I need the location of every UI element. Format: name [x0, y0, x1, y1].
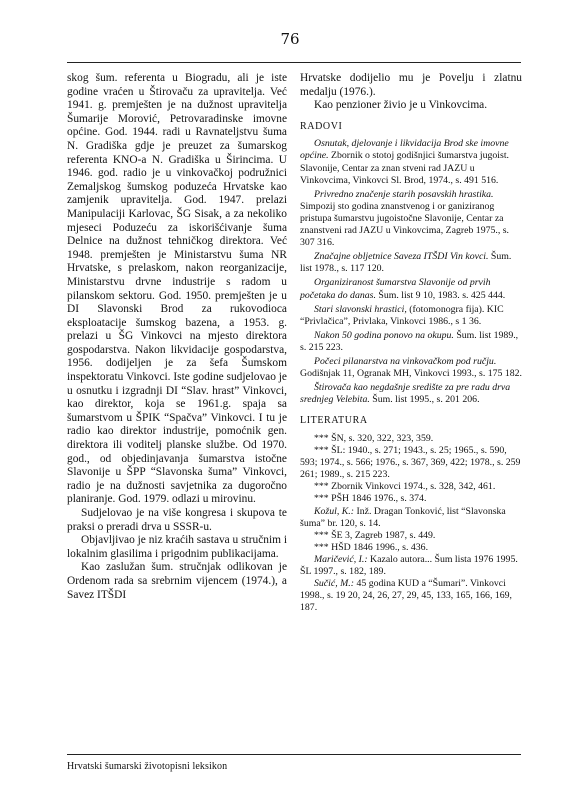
left-paragraph-4: Kao zaslužan šum. stručnjak odlikovan je Ordenom rada sa srebrnim vijencem (1974.), a Savez ITŠDI	[67, 561, 287, 601]
radovi-entry	[300, 382, 522, 406]
radovi-title: Privredno značenje starih posavskih hrastika.	[314, 188, 494, 200]
page-number: 76	[280, 30, 300, 48]
radovi-list	[300, 138, 522, 406]
left-column	[67, 72, 287, 602]
literatura-heading: LITERATURA	[300, 415, 368, 427]
right-intro-2: Kao penzioner živio je u Vinkovcima.	[314, 99, 488, 112]
right-column	[300, 72, 522, 614]
radovi-details: Šum. list 1978., s. 117 120.	[300, 251, 512, 275]
radovi-title: Organiziranost šumarstva Slavonije od prvih početaka do danas.	[300, 277, 491, 301]
left-paragraph-2: Sudjelovao je na više kongresa i skupova te praksi o preradi drva u SSSR-u.	[67, 507, 287, 533]
radovi-details: Godišnjak 11, Ogranak MH, Vinkovci 1993., s. 175 182.	[300, 368, 523, 380]
literatura-list	[300, 433, 522, 614]
radovi-title: Štirovača kao negdašnje središte za pre radu drva srednjeg Velebita.	[300, 382, 511, 406]
radovi-entry	[300, 277, 522, 301]
literatura-entry	[300, 433, 522, 445]
radovi-entry	[300, 138, 522, 186]
literatura-details: *** Zbornik Vinkovci 1974., s. 328, 342, 461.	[314, 481, 496, 493]
header-rule	[67, 62, 521, 63]
radovi-entry	[300, 330, 522, 354]
literatura-details: *** PŠH 1846 1976., s. 374.	[314, 493, 427, 505]
literatura-details: *** ŠN, s. 320, 322, 323, 359.	[314, 432, 434, 444]
radovi-details: Šum. list 1995., s. 201 206.	[369, 394, 480, 406]
literatura-entry	[300, 578, 522, 614]
literatura-author: Kožul, K.:	[314, 505, 355, 517]
literatura-details: Inž. Dragan Tonković, list “Slavonska šuma” br. 120, s. 14.	[300, 505, 506, 529]
literatura-author: Maričević, I.:	[314, 553, 368, 565]
literatura-entry	[300, 506, 522, 530]
radovi-details: Simpozij sto godina znanstvenog i or ganiziranog pristupa šumarstvu jugoistočne Slavonije, Centar za znanstveni rad JAZU u Vinkovcima, Zagreb 1975., s. 307 316.	[300, 200, 510, 249]
radovi-entry	[300, 251, 522, 275]
footer-title: Hrvatski šumarski životopisni leksikon	[67, 761, 228, 772]
radovi-title: Značajne obljetnice Saveza ITŠDI Vin kovci.	[314, 251, 489, 263]
radovi-title: Stari slavonski hrastici,	[314, 303, 407, 315]
right-intro-1: Hrvatske dodijelio mu je Povelju i zlatnu medalju (1976.).	[300, 72, 522, 98]
literatura-details: *** ŠE 3, Zagreb 1987, s. 449.	[314, 529, 436, 541]
literatura-details: 45 godina KUD a “Šumari”. Vinkovci 1998., s. 19 20, 24, 26, 27, 29, 45, 133, 165, 166, 169, 187.	[300, 578, 512, 614]
radovi-heading: RADOVI	[300, 120, 343, 132]
literatura-details: Kazalo autora... Šum lista 1976 1995. ŠL 1997., s. 182, 189.	[300, 553, 518, 577]
footer-rule	[67, 754, 521, 755]
literatura-entry	[300, 542, 522, 554]
radovi-details: Šum. list 1989., s. 215 223.	[300, 329, 519, 353]
radovi-title: Nakon 50 godina ponovo na okupu.	[314, 329, 454, 341]
literatura-author: Sučić, M.:	[314, 578, 354, 590]
literatura-entry	[300, 554, 522, 578]
literatura-details: *** ŠL: 1940., s. 271; 1943., s. 25; 1965., s. 590, 593; 1974., s. 566; 1976., s. 367, 369, 422; 1978., s. 259 261; 1989., s. 215 223.	[300, 445, 521, 481]
radovi-title: Osnutak, djelovanje i likvidacija Brod ske imovne općine.	[300, 138, 509, 162]
left-paragraph-3: Objavljivao je niz kraćih sastava u stručnim i lokalnim glasilima i prigodnim publikacijama.	[67, 534, 287, 560]
radovi-details: Šum. list 9 10, 1983. s. 425 444.	[375, 289, 506, 301]
literatura-entry	[300, 481, 522, 493]
left-paragraph-1: skog šum. referenta u Biogradu, ali je iste godine vraćen u Štirovaču za upravitelja. Već 1941. g. premješten je na dužnost upravitelja Šumarije Morović, Petrovaradinske imovne općine. God. 1944. radi u Ravnateljstvu šuma N. Gradiška gdje je preuzet za šumarskog referenta KNO-a N. Gradiška u Širincima. U 1946. god. radio je u vinkovačkoj podružnici Zemaljskog šumskog poduzeća Hrvatske kao zamjenik upravitelja. God. 1947. prelazi Manipulaciji Karlovac, ŠG Sisak, a za nekoliko mjeseci Poduzeću za iskorišćivanje šuma Delnice na dužnost tehničkog direktora. Već 1948. premješten je Ministarstvu šuma NR Hrvatske, s prelaskom, nakon reorganizacije, Ministarstvu drvne industrije s radom u pilanskom sektoru. God. 1950. premješten je u DI Slavonski Brod za rukovodioca eksploatacije šumskog bazena, a 1953. g. prelazi u ŠG Vinkovci na mjesto direktora gospodarstva. Nakon likvidacije gospodarstva, 1956. dodijeljen je za šefa Šumskom inspektoratu Vinkovci. Iste godine sudjelovao je u osnutku i izgradnji DI “Slav. hrast” Vinkovci, kao direktor, koja se 1961.g. spaja sa šumarstvom u ŠPIK “Spačva” Vinkovci. I tu je radio kao direktor industrije, pomoćnik gen. direktora ili voditelj planske službe. Od 1970. god., od objedinjavanja šumarstva istočne Slavonije u ŠPP “Slavonska šuma” Vinkovci, radio je na dužnosti savjetnika za dugoročno planiranje. God. 1979. odlazi u mirovinu.	[67, 72, 287, 506]
literatura-entry	[300, 530, 522, 542]
radovi-details: Zbornik o stotoj godišnjici šumarstva jugoist. Slavonije, Centar za znan stveni rad JAZU u Vinkovcima, Vinkovci Sl. Brod, 1974., s. 491 516.	[300, 150, 509, 186]
radovi-entry	[300, 304, 522, 328]
radovi-entry	[300, 189, 522, 249]
radovi-title: Počeci pilanarstva na vinkovačkom pod ručju.	[314, 355, 497, 367]
radovi-details: (fotomonogra fija). KIC “Privlačica”, Privlaka, Vinkovci 1986., s 1 36.	[300, 303, 504, 327]
literatura-details: *** HŠD 1846 1996., s. 436.	[314, 541, 429, 553]
literatura-entry	[300, 493, 522, 505]
radovi-entry	[300, 356, 522, 380]
literatura-entry	[300, 445, 522, 481]
